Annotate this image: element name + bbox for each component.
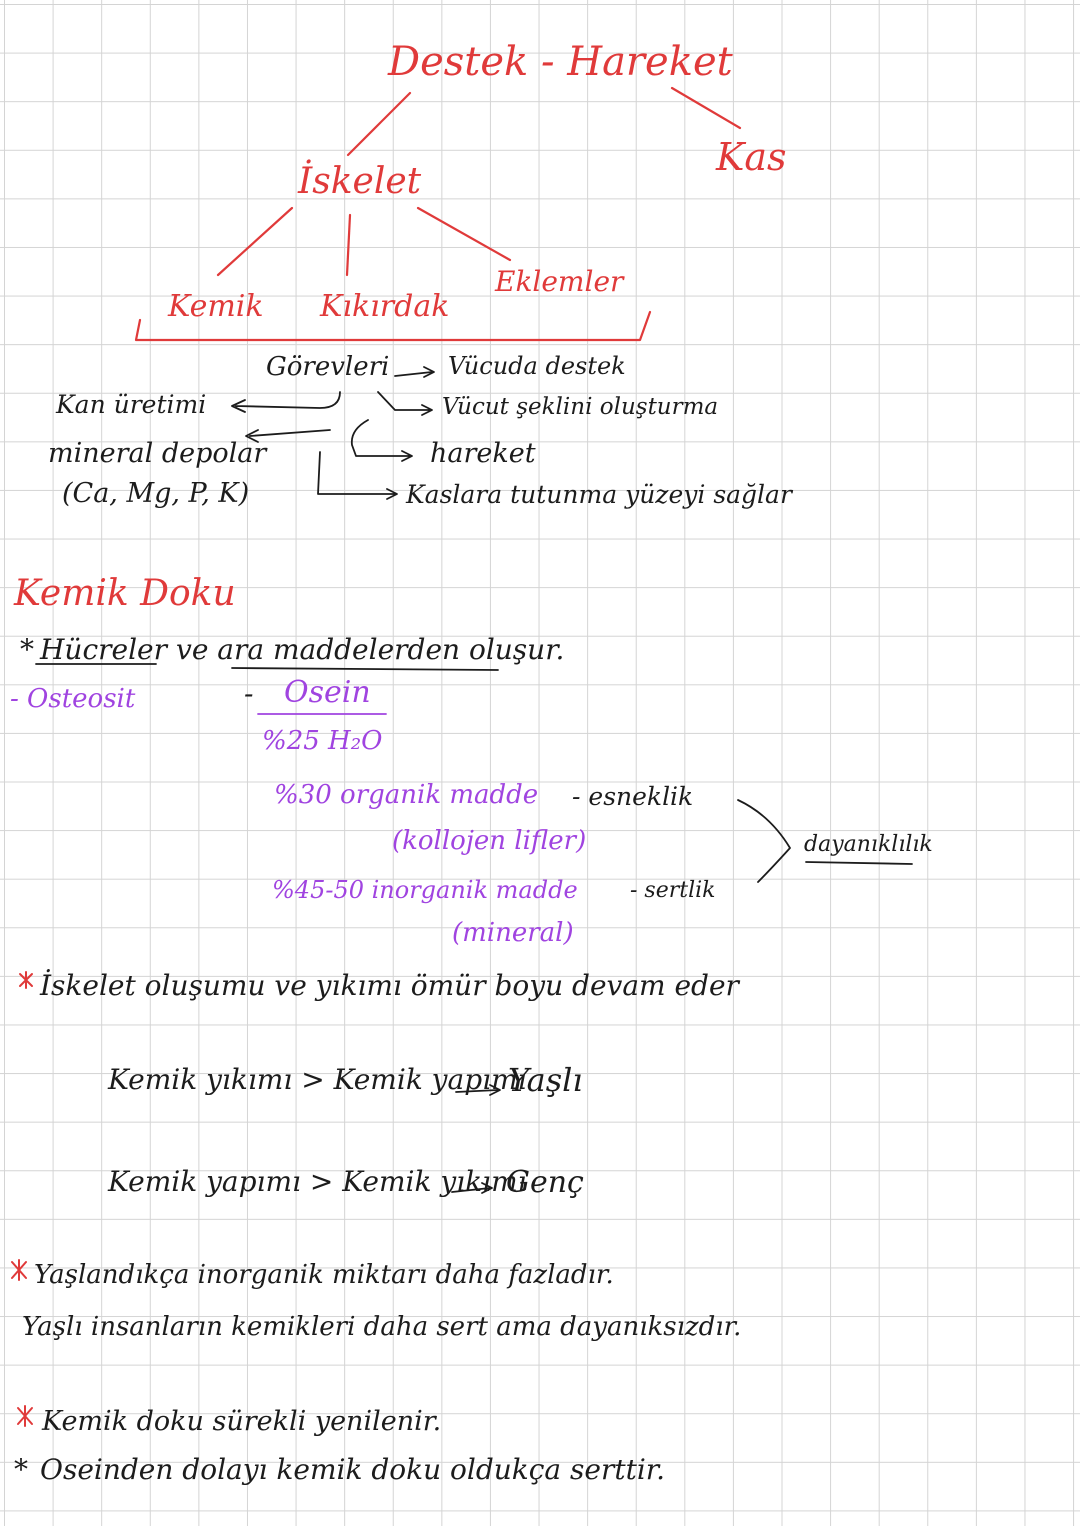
diagram-bone: Kemik — [168, 289, 264, 324]
diagram-cartilage: Kıkırdak — [320, 289, 450, 324]
diagram-skeleton: İskelet — [298, 161, 422, 202]
note-old-right: Yaşlı — [508, 1061, 583, 1099]
note-old-left: Kemik yıkımı > Kemik yapımı — [108, 1063, 527, 1096]
cell-osteocyte: - Osteosit — [10, 684, 136, 714]
matrix-collagen: (kollojen lifler) — [392, 826, 587, 856]
note-young-right: Genç — [506, 1165, 584, 1200]
matrix-organic: %30 organik madde — [274, 780, 539, 810]
note-osein-asterisk: * — [14, 1453, 28, 1486]
matrix-mineral: (mineral) — [452, 918, 574, 948]
note-aging-2: Yaşlı insanların kemikleri daha sert ama dayanıksızdır. — [22, 1312, 742, 1342]
bone-tissue-title: Kemik Doku — [14, 573, 236, 614]
intro-cells: Hücreler — [40, 633, 167, 666]
matrix-water: %25 H₂O — [262, 726, 383, 756]
organic-note: - esneklik — [572, 782, 694, 811]
intro-rest: ve ara maddelerden oluşur. — [176, 633, 565, 666]
function-shape: Vücut şeklini oluşturma — [442, 394, 719, 420]
diagram-root: Destek - Hareket — [388, 39, 733, 85]
function-mineral: mineral depolar — [48, 438, 267, 469]
diagram-muscle: Kas — [716, 135, 787, 179]
note-lifelong: İskelet oluşumu ve yıkımı ömür boyu devam eder — [40, 969, 739, 1002]
function-movement: hareket — [430, 438, 536, 469]
note-renew: Kemik doku sürekli yenilenir. — [42, 1406, 442, 1437]
durability-label: dayanıklılık — [804, 832, 933, 857]
function-support: Vücuda destek — [448, 352, 626, 380]
matrix-dash: - — [244, 677, 254, 710]
note-young-left: Kemik yapımı > Kemik yıkımı — [108, 1165, 527, 1198]
note-osein: Oseinden dolayı kemik doku oldukça serttir. — [40, 1453, 666, 1486]
matrix-osein: Osein — [284, 675, 371, 710]
function-attachment: Kaslara tutunma yüzeyi sağlar — [406, 480, 792, 509]
matrix-inorganic: %45-50 inorganik madde — [272, 876, 578, 904]
note-aging-1: Yaşlandıkça inorganik miktarı daha fazladır. — [34, 1260, 614, 1290]
functions-header: Görevleri — [266, 352, 390, 382]
diagram-joints: Eklemler — [495, 265, 624, 298]
function-blood: Kan üretimi — [56, 390, 207, 419]
inorganic-note: - sertlik — [630, 878, 716, 903]
function-minerals-list: (Ca, Mg, P, K) — [62, 478, 250, 509]
intro-asterisk: * — [20, 633, 34, 666]
